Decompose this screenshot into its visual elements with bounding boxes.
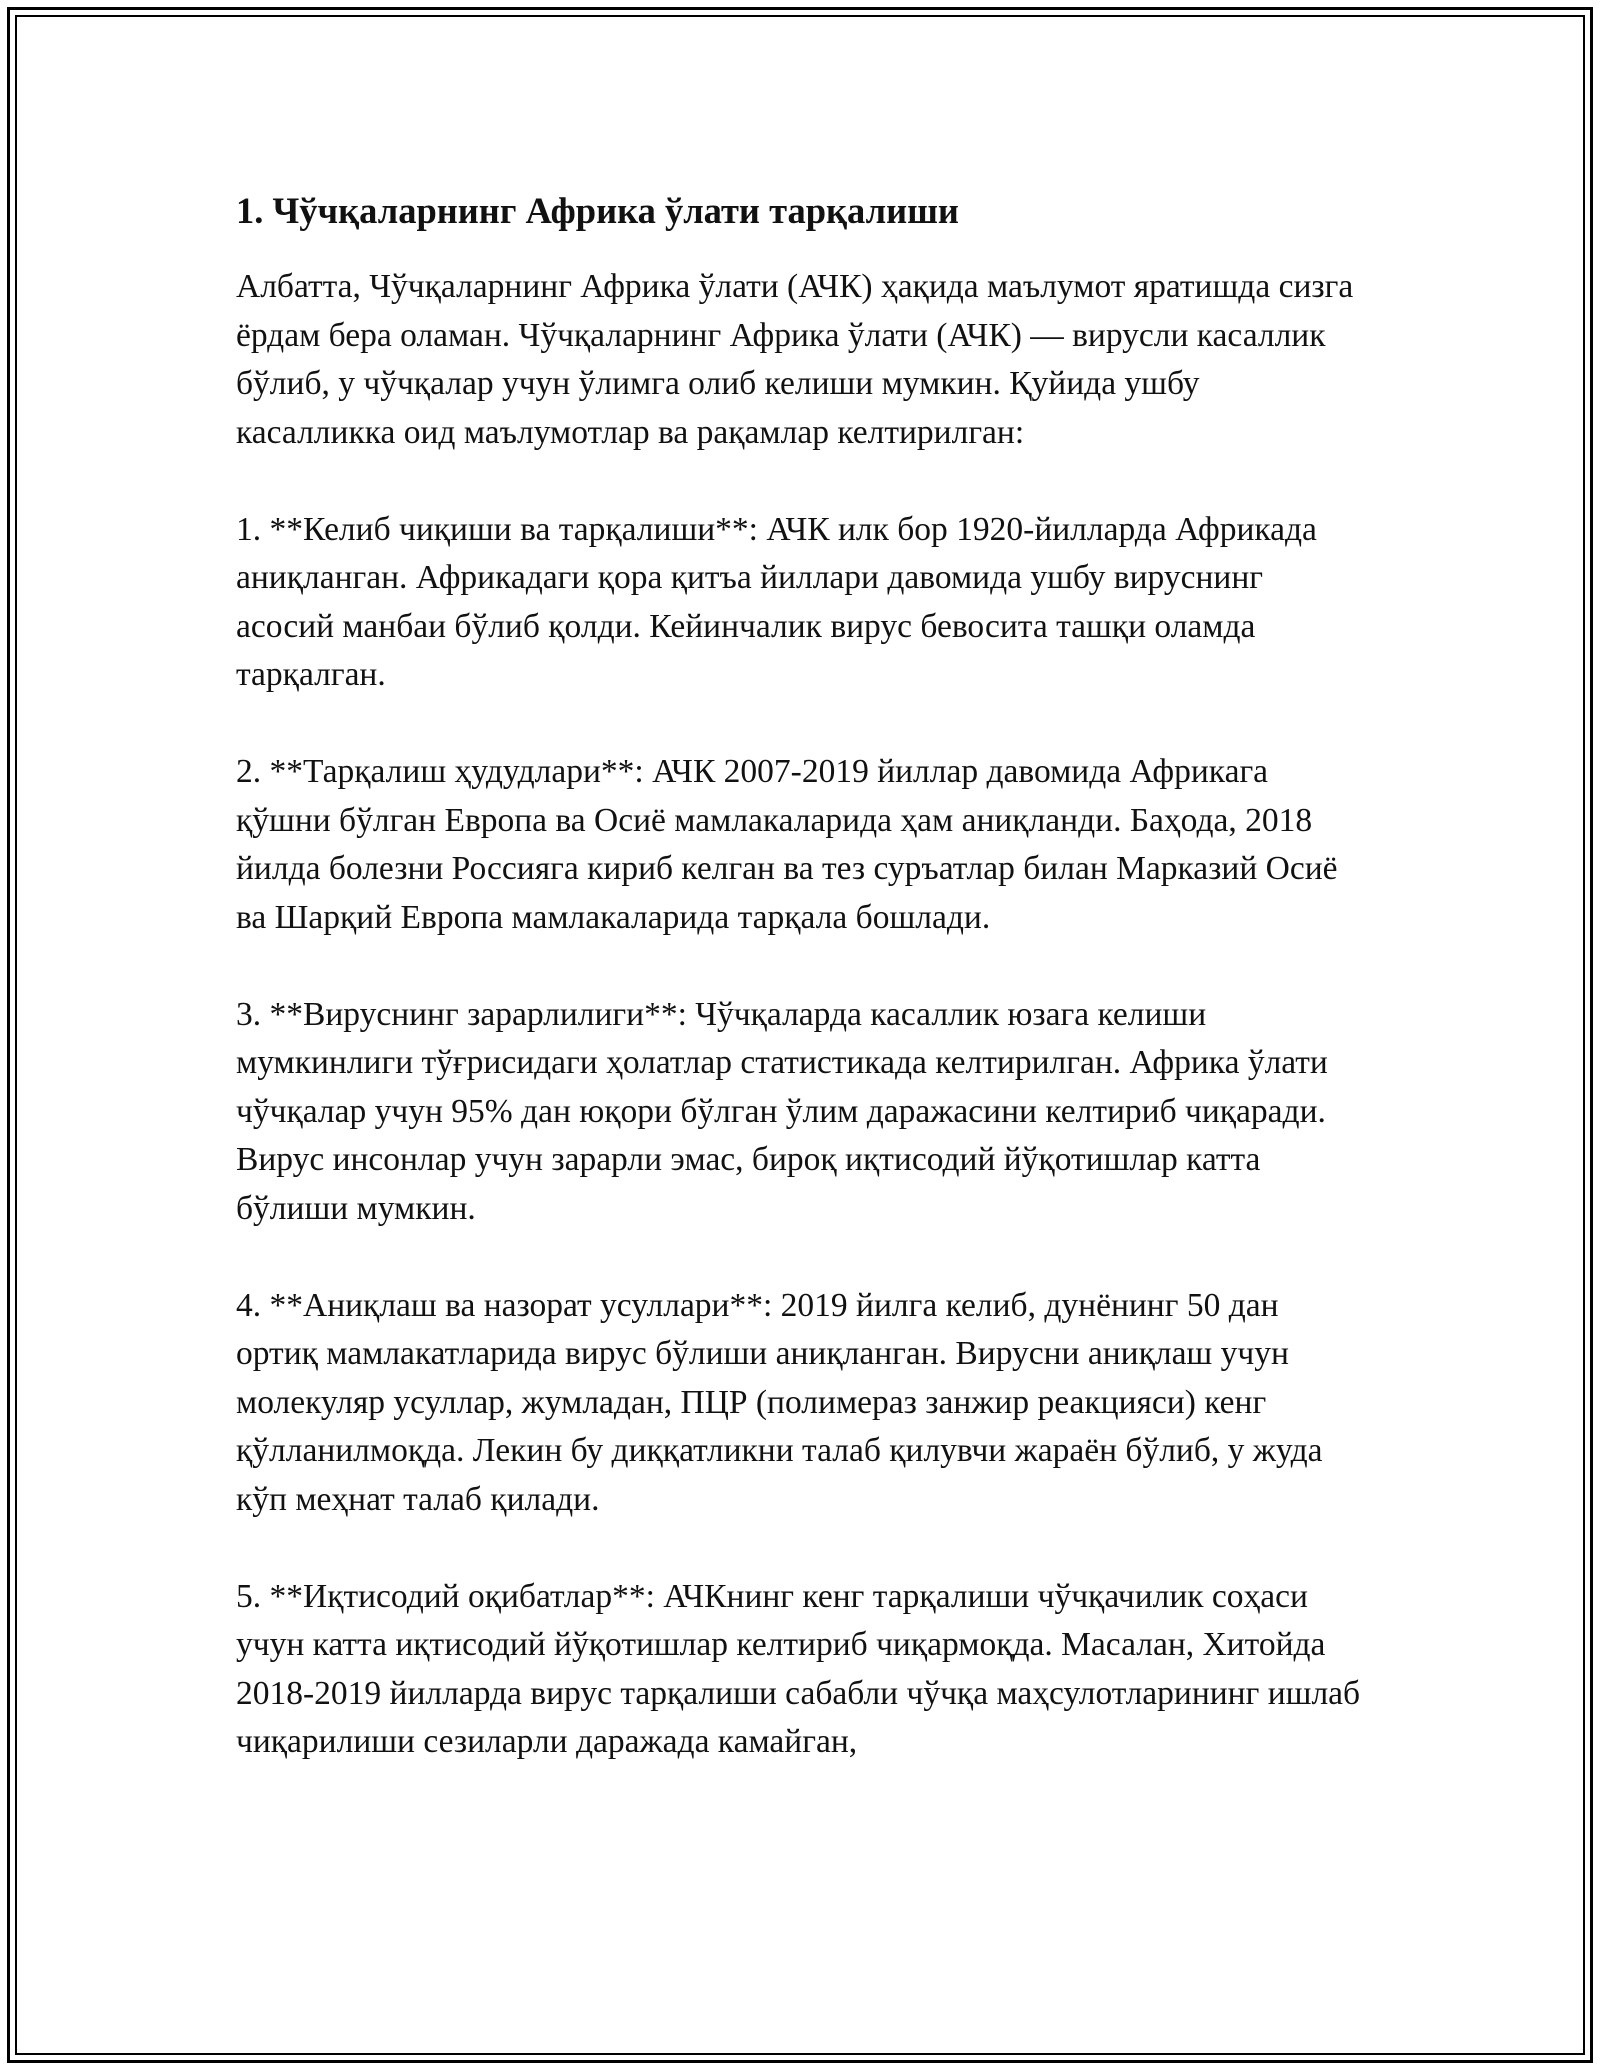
document-body xyxy=(236,186,1366,1767)
paragraph-detection: 4. **Аниқлаш ва назорат усуллари**: 2019 йилга келиб, дунёнинг 50 дан ортиқ мамлакатларида вирус бўлиши аниқланган. Вирусни аниқлаш учун молекуляр усуллар, жумладан, ПЦР (полимераз занжир реакцияси) кенг қўлланилмоқда. Лекин бу диққатликни талаб қилувчи жараён бўлиб, у жуда кўп меҳнат талаб қилади. xyxy=(236,1286,1323,1518)
paragraph-regions: 2. **Тарқалиш ҳудудлари**: АЧК 2007-2019 йиллар давомида Африкага қўшни бўлган Европа ва Осиё мамлакаларида ҳам аниқланди. Баҳода, 2018 йилда болезни Россияга кириб келган ва тез суръатлар билан Марказий Осиё ва Шарқий Европа мамлакаларида тарқала бошлади. xyxy=(236,753,1338,936)
intro-paragraph: Албатта, Чўчқаларнинг Африка ўлати (АЧК) ҳақида маълумот яратишда сизга ёрдам бера оламан. Чўчқаларнинг Африка ўлати (АЧК) — вирусли касаллик бўлиб, у чўчқалар учун ўлимга олиб келиши мумкин. Қуйида ушбу касалликка оид маълумотлар ва рақамлар келтирилган: xyxy=(236,268,1354,451)
paragraph-virulence: 3. **Вируснинг зарарлилиги**: Чўчқаларда касаллик юзага келиши мумкинлиги тўғрисидаги ҳолатлар статистикада келтирилган. Африка ўлати чўчқалар учун 95% дан юқори бўлган ўлим даражасини келтириб чиқаради. Вирус инсонлар учун зарарли эмас, бироқ иқтисодий йўқотишлар катта бўлиши мумкин. xyxy=(236,995,1328,1227)
paragraph-origin: 1. **Келиб чиқиши ва тарқалиши**: АЧК илк бор 1920-йилларда Африкада аниқланган. Африкадаги қора қитъа йиллари давомида ушбу вируснинг асосий манбаи бўлиб қолди. Кейинчалик вирус бевосита ташқи оламда тарқалган. xyxy=(236,510,1317,693)
paragraph-economics: 5. **Иқтисодий оқибатлар**: АЧКнинг кенг тарқалиши чўчқачилик соҳаси учун катта иқтисодий йўқотишлар келтириб чиқармоқда. Масалан, Хитойда 2018-2019 йилларда вирус тарқалиши сабабли чўчқа маҳсулотларининг ишлаб чиқарилиши сезиларли даражада камайган, xyxy=(236,1577,1361,1760)
section-heading: 1. Чўчқаларнинг Африка ўлати тарқалиши xyxy=(236,190,959,231)
